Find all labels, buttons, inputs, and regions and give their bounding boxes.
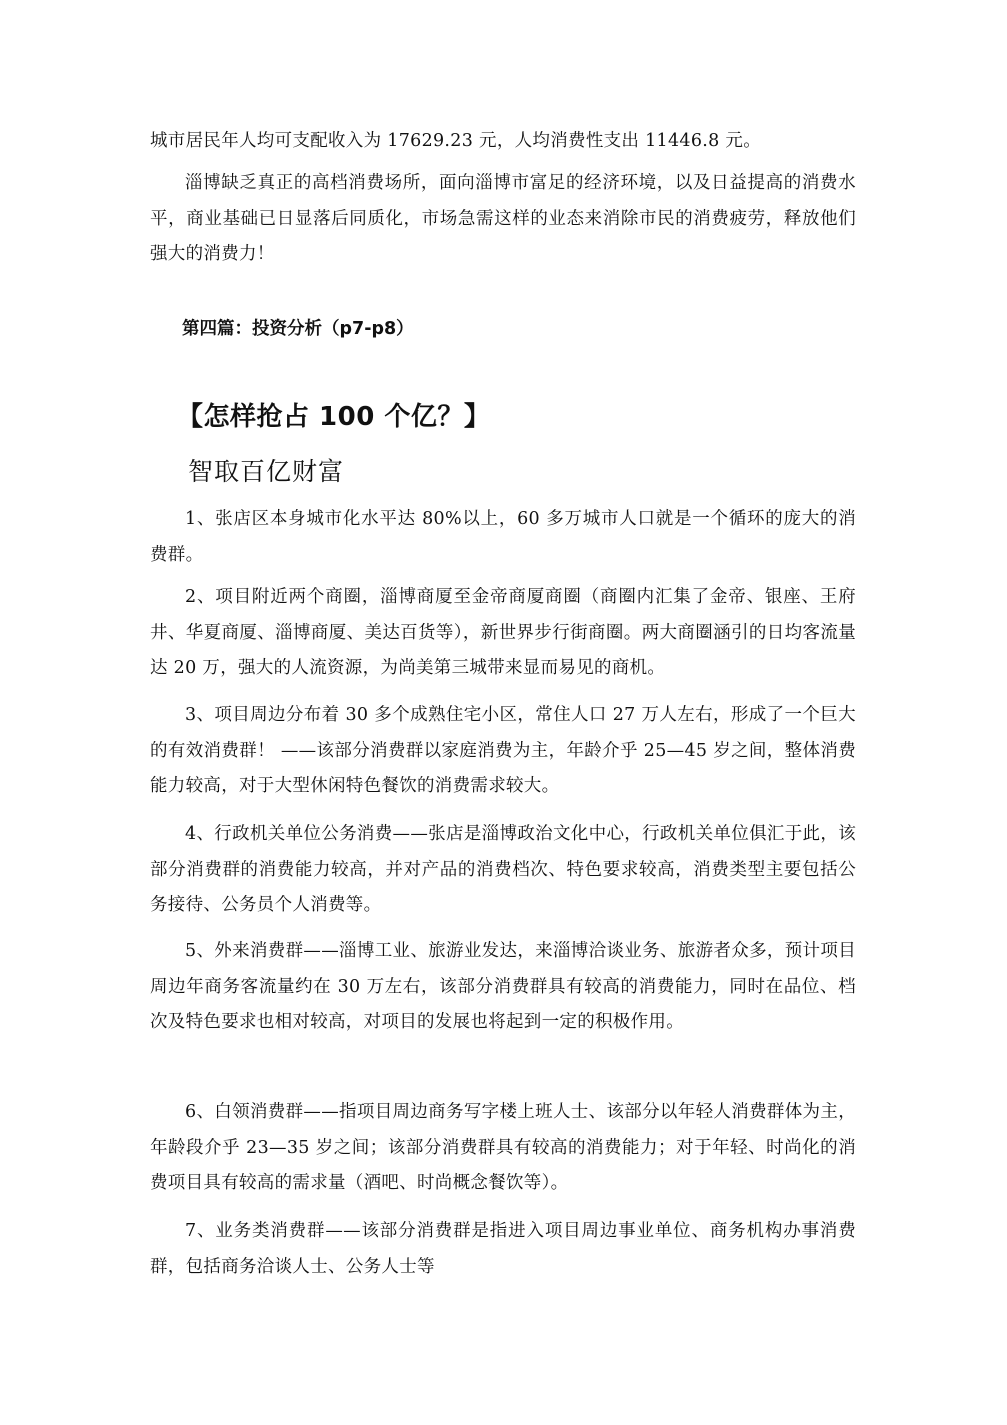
list-item: 7、业务类消费群——该部分消费群是指进入项目周边事业单位、商务机构办事消费群，包括商务洽谈人士、公务人士等 <box>150 1221 856 1277</box>
sub-heading: 智取百亿财富 <box>188 457 345 486</box>
list-item: 1、张店区本身城市化水平达 80%以上，60 多万城市人口就是一个循环的庞大的消费群。 <box>150 509 856 565</box>
main-heading: 【怎样抢占 100 个亿？】 <box>177 402 491 432</box>
intro-paragraph-income: 城市居民年人均可支配收入为 17629.23 元，人均消费性支出 11446.8 元。 <box>150 131 762 151</box>
list-item: 6、白领消费群——指项目周边商务写字楼上班人士、该部分以年轻人消费群体为主，年龄段介乎 23—35 岁之间；该部分消费群具有较高的消费能力；对于年轻、时尚化的消费项目具有较高的需求量（酒吧、时尚概念餐饮等）。 <box>150 1102 856 1193</box>
section-title: 第四篇：投资分析（p7-p8） <box>182 319 414 339</box>
list-item: 5、外来消费群——淄博工业、旅游业发达，来淄博洽谈业务、旅游者众多，预计项目周边年商务客流量约在 30 万左右，该部分消费群具有较高的消费能力，同时在品位、档次及特色要求也相对较高，对项目的发展也将起到一定的积极作用。 <box>150 941 856 1032</box>
list-item: 2、项目附近两个商圈，淄博商厦至金帝商厦商圈（商圈内汇集了金帝、银座、王府井、华夏商厦、淄博商厦、美达百货等），新世界步行街商圈。两大商圈涵引的日均客流量达 20 万，强大的人流资源，为尚美第三城带来显而易见的商机。 <box>150 587 856 678</box>
intro-paragraph-market: 淄博缺乏真正的高档消费场所，面向淄博市富足的经济环境，以及日益提高的消费水平，商业基础已日显落后同质化，市场急需这样的业态来消除市民的消费疲劳，释放他们强大的消费力！ <box>150 173 856 264</box>
list-item: 4、行政机关单位公务消费——张店是淄博政治文化中心，行政机关单位俱汇于此，该部分消费群的消费能力较高，并对产品的消费档次、特色要求较高，消费类型主要包括公务接待、公务员个人消费等。 <box>150 824 856 915</box>
list-item: 3、项目周边分布着 30 多个成熟住宅小区，常住人口 27 万人左右，形成了一个巨大的有效消费群！ ——该部分消费群以家庭消费为主，年龄介乎 25—45 岁之间，整体消费能力较高，对于大型休闲特色餐饮的消费需求较大。 <box>150 705 856 796</box>
